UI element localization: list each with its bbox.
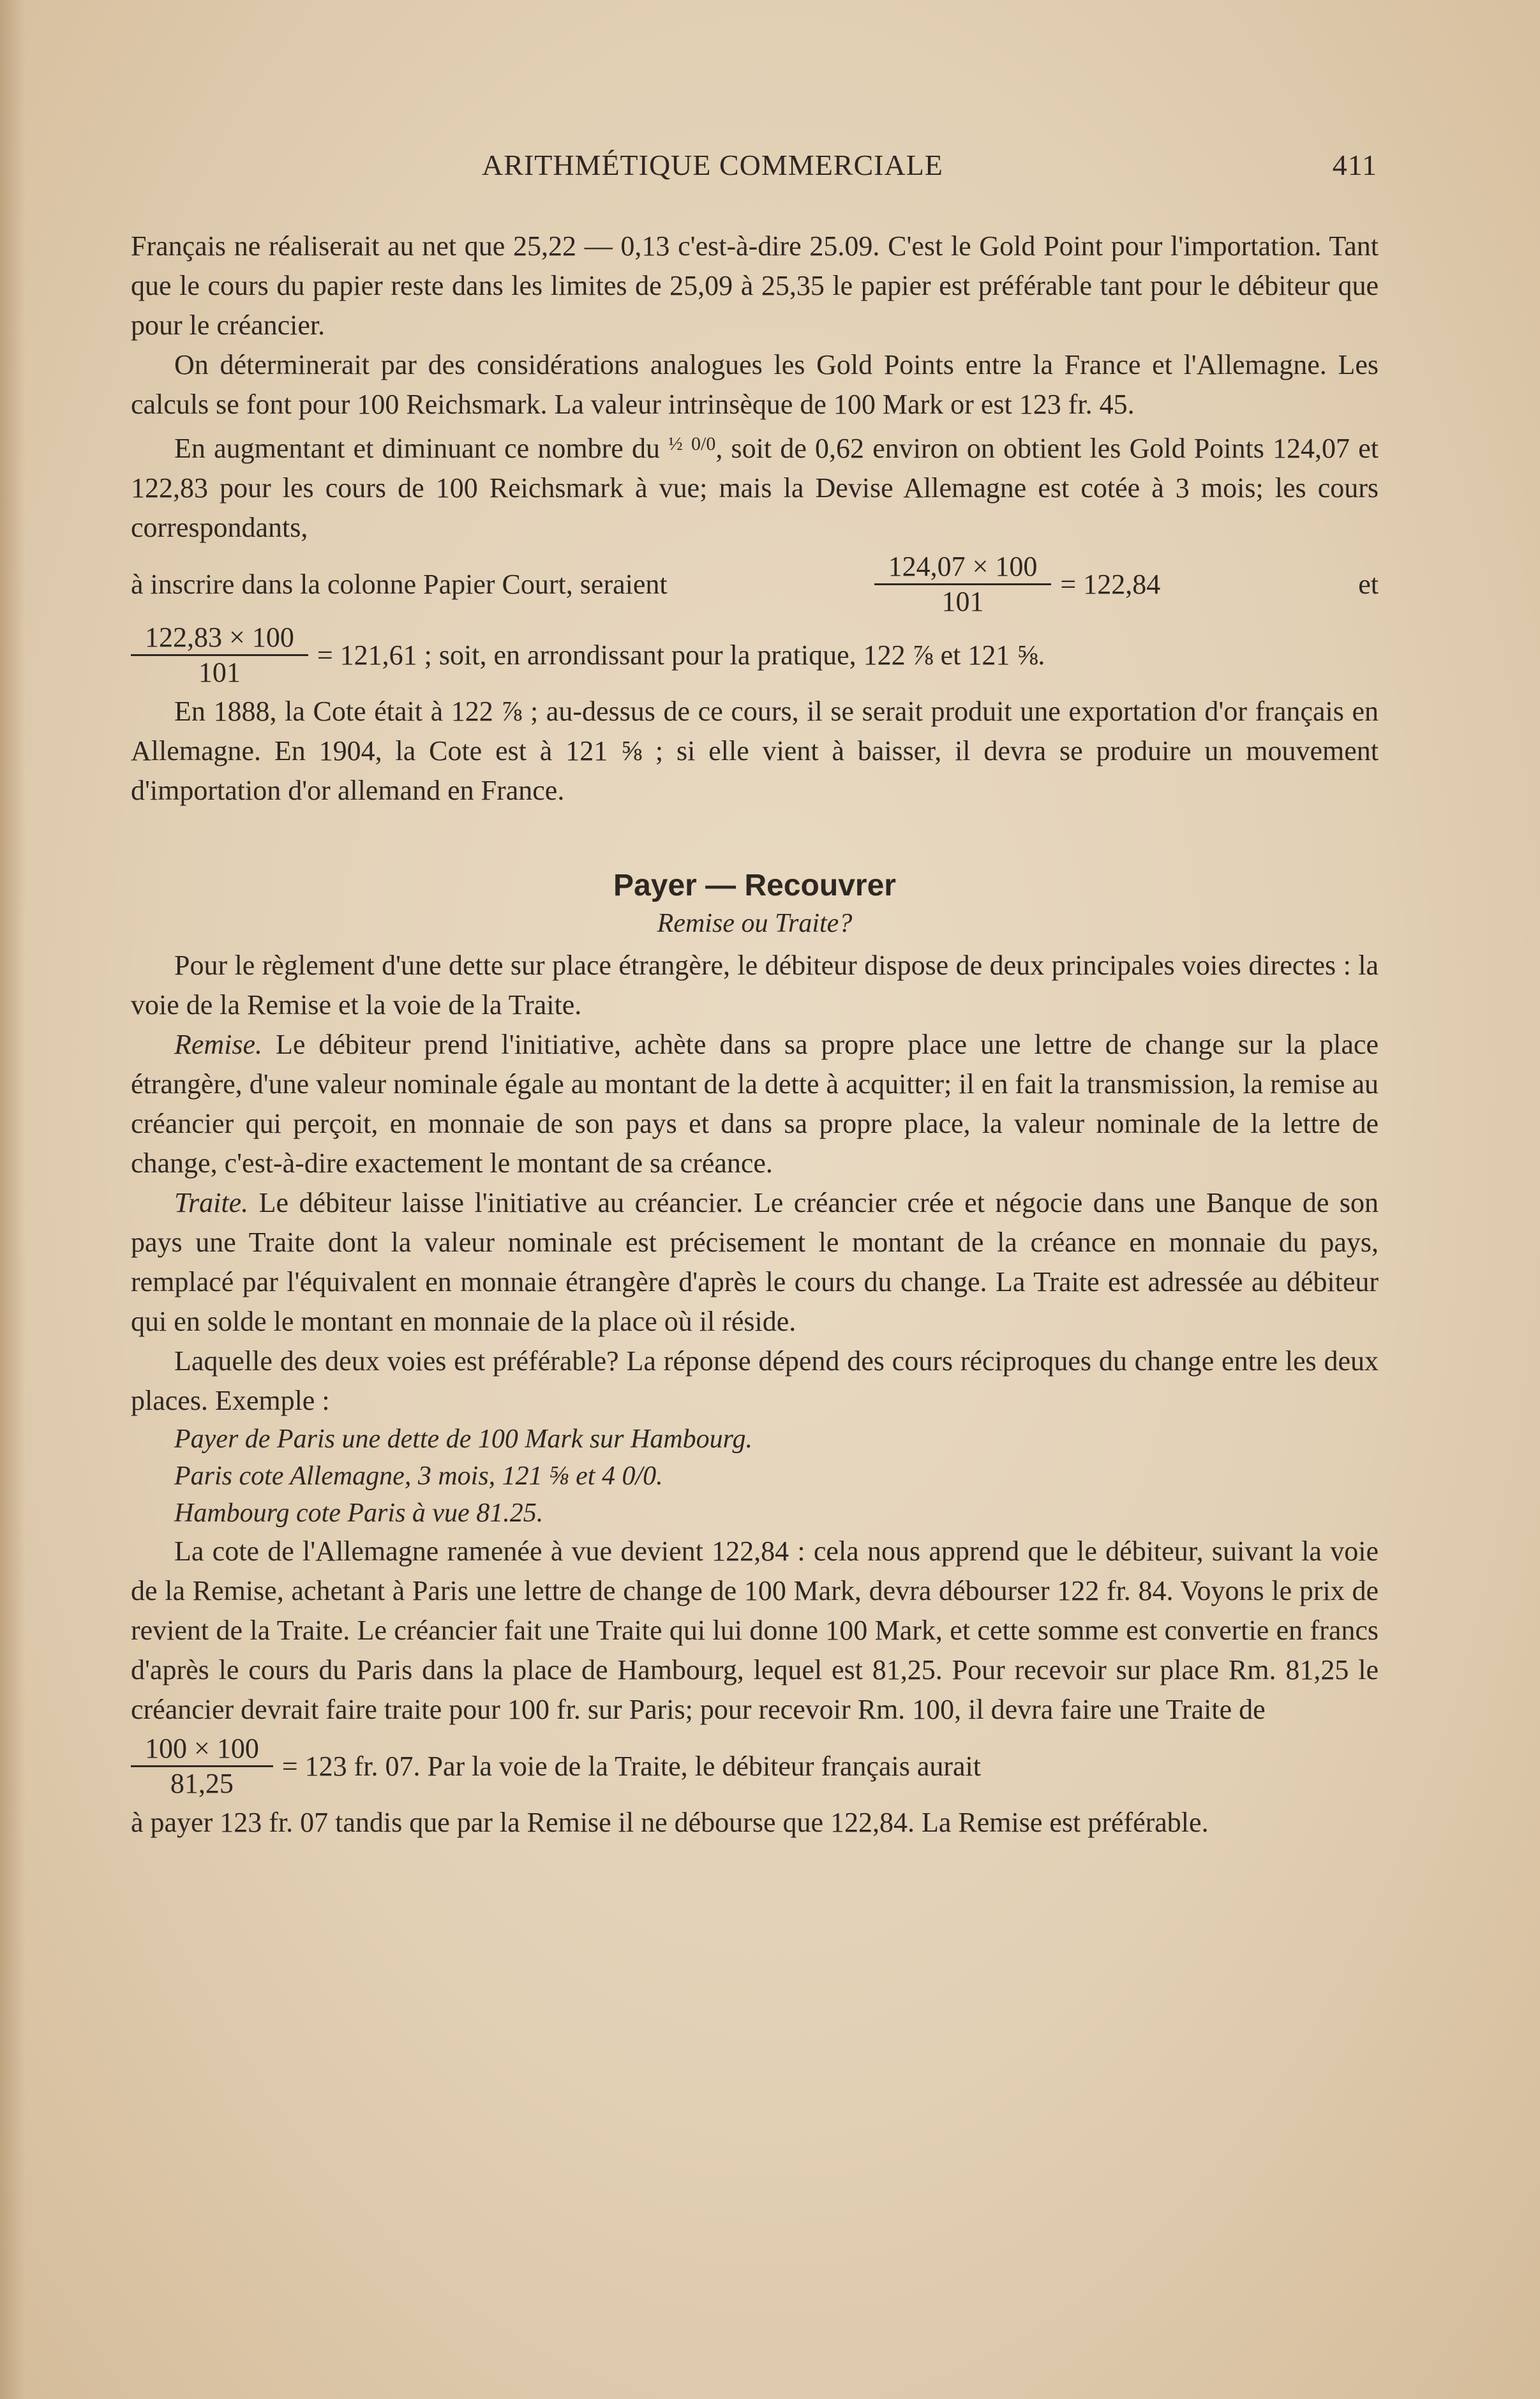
fraction-3-denominator: 81,25 [170,1768,234,1799]
remise-label: Remise. [174,1029,263,1060]
p3-cont: , soit de 0,62 environ on obtient les Gold Points 124,07 et 122,83 pour les cours de 100 Reichsmark à vue; mais la Devise Allemagne est cotée à 3 mois; les cours correspondants, [131,433,1379,543]
running-title: ARITHMÉTIQUE COMMERCIALE [482,149,943,181]
p3-start: En augmentant et diminuant ce nombre du [174,433,661,464]
fraction-2 [131,621,308,689]
fraction-3-numerator: 100 × 100 [131,1732,273,1767]
formula-line-2 [131,621,1379,689]
formula-2-rest: = 121,61 ; soit, en arrondissant pour la pratique, 122 ⅞ et 121 ⅝. [317,639,1045,671]
formula-1 [865,550,1161,618]
paragraph-5: Pour le règlement d'une dette sur place étrangère, le débiteur dispose de deux principales voies directes : la voie de la Remise et la voie de la Traite. [131,950,1379,1020]
traite-text: Le débiteur laisse l'initiative au créancier. Le créancier crée et négocie dans une Banque de son pays une Traite dont la valeur nominale est précisement le montant de la créance en monnaie du pays, remplacé par l'équivalent en monnaie étrangère d'après le cours du change. La Traite est adressée au débiteur qui en solde le montant en monnaie de la place où il réside. [131,1187,1379,1337]
formula-3-rest: = 123 fr. 07. Par la voie de la Traite, le débiteur français aurait [281,1750,981,1782]
p3-permil: 0/0 [691,433,716,454]
paragraph-7 [131,1183,1379,1341]
paragraph-9: La cote de l'Allemagne ramenée à vue devient 122,84 : cela nous apprend que le débiteur, suivant la voie de la Remise, achetant à Paris une lettre de change de 100 Mark, devra débourser 122 fr. 84. Voyons le prix de revient de la Traite. Le créancier fait une Traite qui lui donne 100 Mark, et cette somme est convertie en francs d'après le cours du Paris dans la place de Hambourg, lequel est 81,25. Pour recevoir sur place Rm. 81,25 le créancier devrait faire traite pour 100 fr. sur Paris; pour recevoir Rm. 100, il devra faire une Traite de [131,1536,1379,1725]
paragraph-9-end: à payer 123 fr. 07 tandis que par la Remise il ne débourse que 122,84. La Remise est préférable. [131,1807,1209,1838]
formula-1-tail: et [1358,568,1379,600]
fraction-3 [131,1732,273,1800]
paragraph-3 [131,424,1379,548]
paragraph-1: Français ne réaliserait au net que 25,22 — 0,13 c'est-à-dire 25.09. C'est le Gold Point pour l'importation. Tant que le cours du papier reste dans les limites de 25,09 à 25,35 le papier est préférable tant pour le débiteur que pour le créancier. [131,230,1379,341]
fraction-1-result: = 122,84 [1060,568,1161,600]
page-number: 411 [1332,149,1377,181]
fraction-1 [874,550,1052,618]
page-body [131,227,1379,1842]
remise-text: Le débiteur prend l'initiative, achète dans sa propre place une lettre de change sur la place étrangère, d'une valeur nominale égale au montant de la dette à acquitter; il en fait la transmission, la remise au créancier qui perçoit, en monnaie de son pays et dans sa propre place, la valeur nominale de la lettre de change, c'est-à-dire exactement le montant de sa créance. [131,1029,1379,1179]
example-line-3: Hambourg cote Paris à vue 81.25. [174,1498,544,1528]
paragraph-4: En 1888, la Cote était à 122 ⅞ ; au-dessus de ce cours, il se serait produit une exportation d'or français en Allemagne. En 1904, la Cote est à 121 ⅝ ; si elle vient à baisser, il devra se produire un mouvement d'importation d'or allemand en France. [131,696,1379,806]
example-line-1: Payer de Paris une dette de 100 Mark sur Hambourg. [174,1424,752,1454]
formula-line-1 [131,550,1379,618]
fraction-1-numerator: 124,07 × 100 [874,550,1052,585]
paragraph-6 [131,1025,1379,1183]
running-head [131,148,1409,186]
example-line-2: Paris cote Allemagne, 3 mois, 121 ⅝ et 4 0/0. [174,1461,663,1491]
formula-line-3 [131,1732,1379,1800]
paragraph-8: Laquelle des deux voies est préférable? La réponse dépend des cours réciproques du change entre les deux places. Exemple : [131,1345,1379,1416]
formula-1-lead: à inscrire dans la colonne Papier Court, seraient [131,568,668,600]
p3-half: ½ [668,433,683,454]
section-subtitle: Remise ou Traite? [657,909,853,938]
fraction-1-denominator: 101 [941,586,984,617]
section-title: Payer — Recouvrer [613,869,896,902]
fraction-2-numerator: 122,83 × 100 [131,621,308,656]
traite-label: Traite. [174,1187,249,1218]
paragraph-2: On déterminerait par des considérations analogues les Gold Points entre la France et l'Allemagne. Les calculs se font pour 100 Reichsmark. La valeur intrinsèque de 100 Mark or est 123 fr. 45. [131,349,1379,420]
fraction-2-denominator: 101 [198,657,241,688]
